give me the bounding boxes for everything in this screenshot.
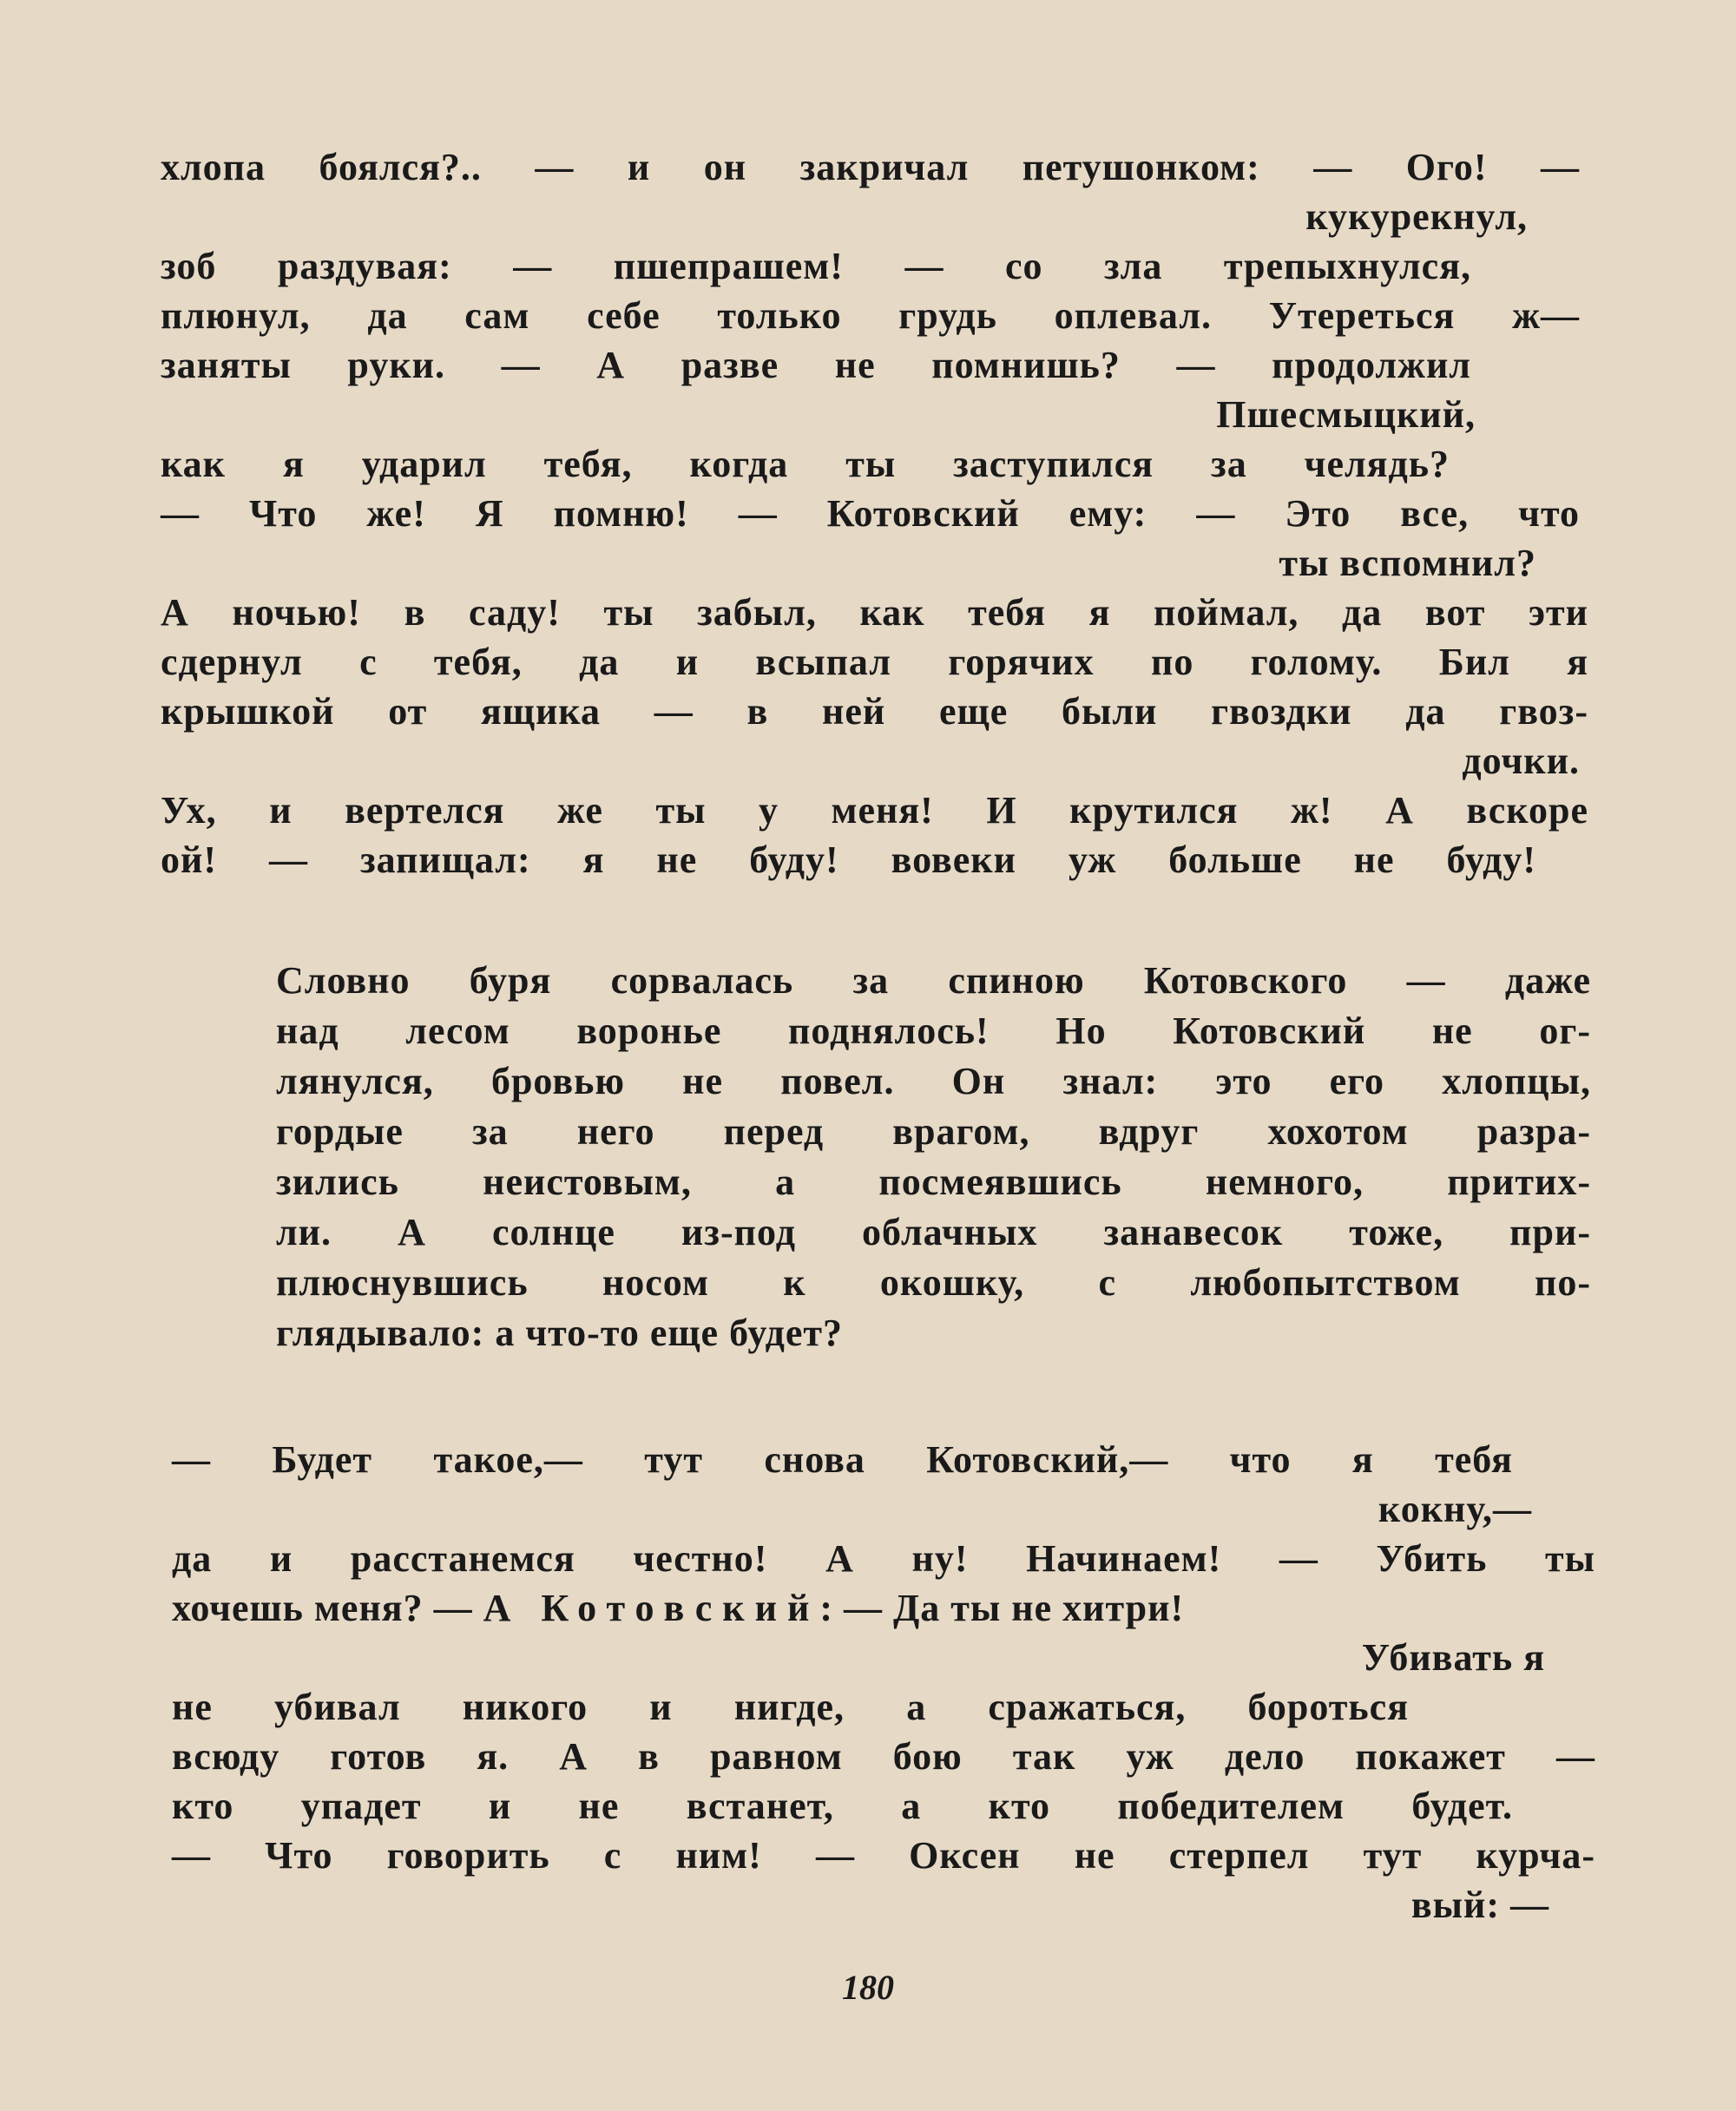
text-line: гордые за него перед врагом, вдруг хохотом разра-	[276, 1110, 1591, 1153]
text-line: да и расстанемся честно! А ну! Начинаем! — Убить ты	[172, 1537, 1595, 1580]
text-line: ты вспомнил?	[1279, 542, 1536, 584]
text-line: глядывало: а что-то еще будет?	[276, 1312, 844, 1354]
text-line: кукурекнул,	[1305, 195, 1528, 238]
text-line: хлопа боялся?.. — и он закричал петушонком: — Ого! —	[161, 146, 1580, 188]
text-segment: хочешь меня? —	[172, 1587, 483, 1629]
text-line: кто упадет и не встанет, а кто победителем будет.	[172, 1785, 1513, 1827]
text-line: Пшесмыцкий,	[1216, 393, 1476, 436]
text-line: Ух, и вертелся же ты у меня! И крутился ж! А вскоре	[161, 789, 1588, 832]
text-line: над лесом воронье поднялось! Но Котовский не ог-	[276, 1009, 1591, 1052]
text-segment: : — Да ты не хитри!	[819, 1587, 1185, 1629]
text-line: кокну,—	[1378, 1488, 1532, 1530]
text-line: Словно буря сорвалась за спиною Котовского — даже	[276, 959, 1591, 1002]
text-line: крышкой от ящика — в ней еще были гвоздки да гвоз-	[161, 690, 1588, 733]
text-segment-spaced: А Котовский	[483, 1587, 820, 1629]
text-line: сдернул с тебя, да и всыпал горячих по голому. Бил я	[161, 641, 1588, 683]
text-line: зоб раздувая: — пшепрашем! — со зла трепыхнулся,	[161, 245, 1471, 287]
text-line: ой! — запищал: я не буду! вовеки уж больше не буду!	[161, 838, 1536, 881]
text-line: лянулся, бровью не повел. Он знал: это его хлопцы,	[276, 1060, 1591, 1102]
text-line: заняты руки. — А разве не помнишь? — продолжил	[161, 344, 1471, 386]
page-number: 180	[842, 1968, 894, 2007]
text-line: дочки.	[1462, 740, 1580, 782]
text-line: плюнул, да сам себе только грудь оплевал. Утереться ж—	[161, 294, 1580, 337]
text-line: ли. А солнце из-под облачных занавесок тоже, при-	[276, 1211, 1591, 1253]
text-line: — Что говорить с ним! — Оксен не стерпел тут курча-	[172, 1834, 1595, 1877]
text-line: всюду готов я. А в равном бою так уж дело покажет —	[172, 1735, 1595, 1778]
text-line: не убивал никого и нигде, а сражаться, бороться	[172, 1686, 1409, 1728]
text-line: как я ударил тебя, когда ты заступился за челядь?	[161, 443, 1450, 485]
text-line: вый: —	[1410, 1884, 1549, 1926]
text-line: — Будет такое,— тут снова Котовский,— что я тебя	[172, 1438, 1513, 1481]
text-line	[172, 1584, 1595, 1633]
text-line: плюснувшись носом к окошку, с любопытством по-	[276, 1261, 1591, 1304]
text-line: Убивать я	[1361, 1636, 1545, 1679]
text-line: зились неистовым, а посмеявшись немного, притих-	[276, 1161, 1591, 1203]
text-line: А ночью! в саду! ты забыл, как тебя я поймал, да вот эти	[161, 591, 1588, 634]
text-line: — Что же! Я помню! — Котовский ему: — Это все, что	[161, 492, 1580, 535]
